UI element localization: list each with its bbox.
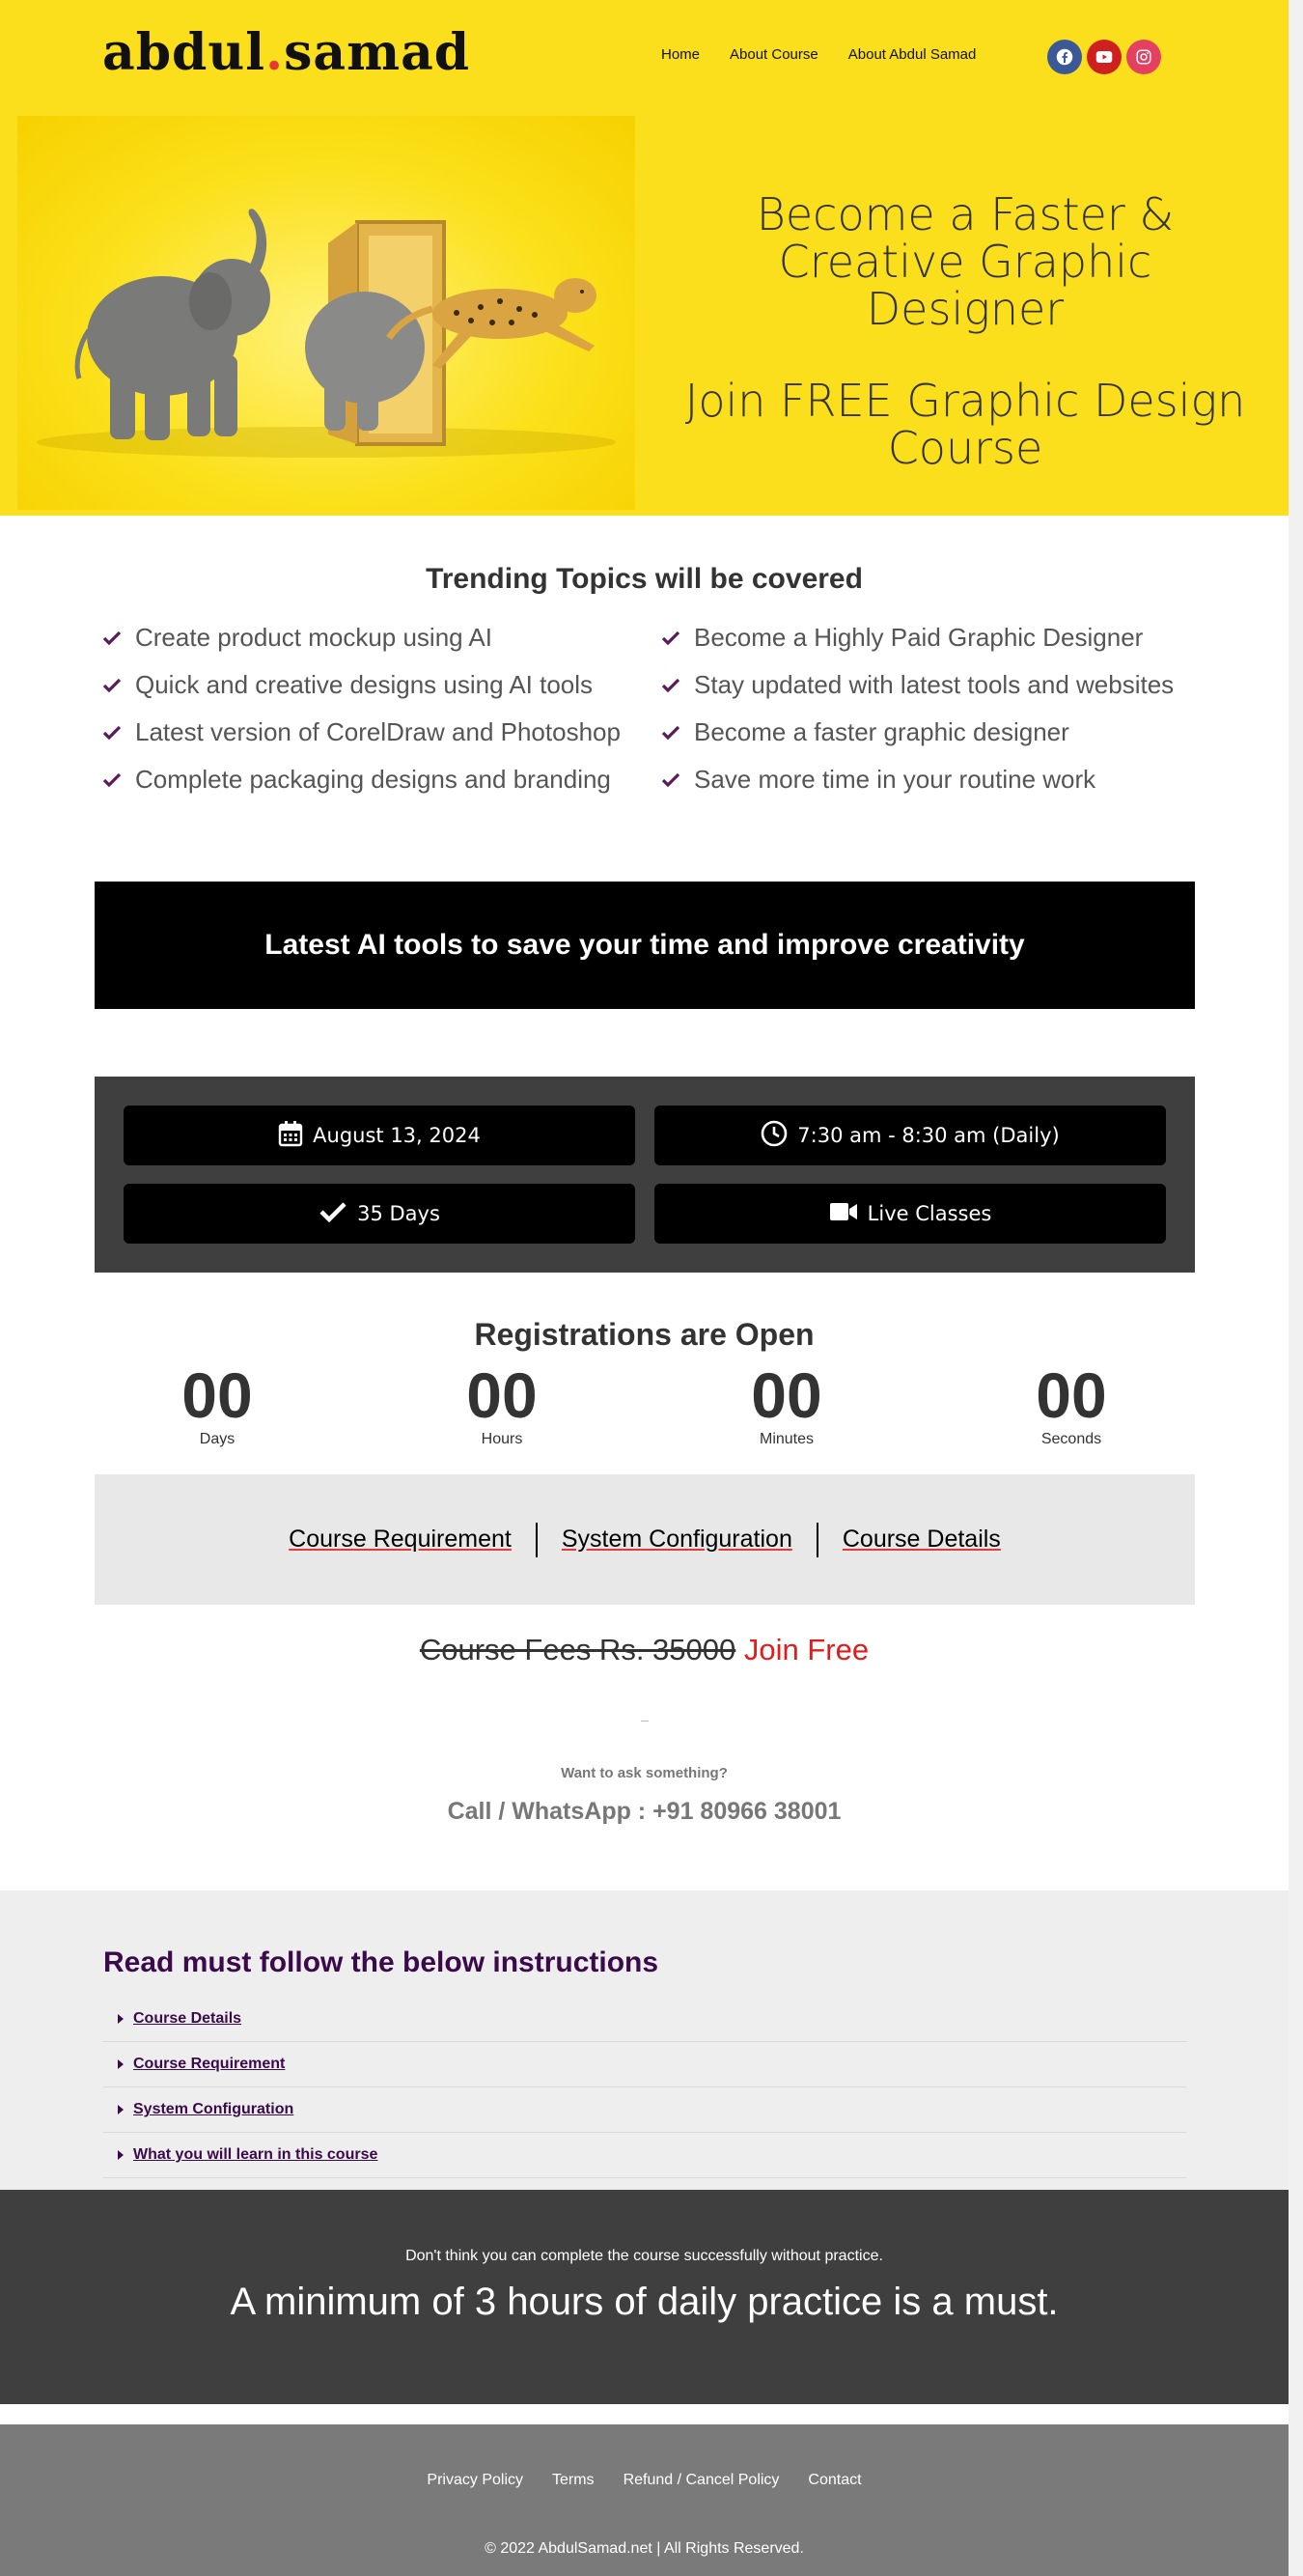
hero-illustration: [17, 116, 635, 510]
logo-dot: .: [264, 23, 285, 82]
duration-box: [124, 1184, 635, 1244]
check-icon: [102, 630, 124, 646]
countdown-value: 00: [181, 1359, 253, 1431]
topic-item: [102, 717, 621, 747]
nav-about-course[interactable]: About Course: [730, 46, 818, 63]
topic-item: [661, 717, 1069, 747]
youtube-icon[interactable]: [1087, 40, 1122, 74]
topic-item: [102, 765, 611, 795]
calendar-icon: [278, 1120, 303, 1152]
practice-note: Don't think you can complete the course successfully without practice.: [405, 2248, 883, 2264]
topic-item: [661, 670, 1174, 700]
nav-about-abdul-samad[interactable]: About Abdul Samad: [847, 46, 977, 63]
course-duration: 35 Days: [357, 1202, 440, 1225]
accordion-title[interactable]: What you will learn in this course: [133, 2146, 378, 2163]
hero-line-1: Become a Faster & Creative Graphic Designer: [756, 188, 1175, 335]
footer-links: [0, 2472, 1289, 2489]
course-links-box: [95, 1474, 1195, 1605]
footer-link-contact[interactable]: Contact: [808, 2472, 862, 2488]
hero-section: [0, 0, 1289, 516]
topic-item: [102, 623, 492, 653]
trending-title: Trending Topics will be covered: [426, 563, 863, 595]
old-fee: Course Fees Rs. 35000: [419, 1633, 736, 1666]
accordion-title[interactable]: System Configuration: [133, 2101, 294, 2117]
accordion-title[interactable]: Course Details: [133, 2010, 242, 2027]
topic-label: Become a faster graphic designer: [694, 717, 1069, 746]
join-free-label: Join Free: [743, 1633, 870, 1666]
countdown-days: [140, 1361, 294, 1448]
countdown-value: 00: [1036, 1359, 1107, 1431]
instagram-icon[interactable]: [1126, 40, 1161, 74]
countdown-label: Seconds: [1040, 1431, 1102, 1447]
caret-right-icon: [118, 2014, 124, 2024]
ask-text: Want to ask something?: [561, 1765, 728, 1781]
facebook-icon[interactable]: [1047, 40, 1082, 74]
accordion-item[interactable]: [103, 2042, 1186, 2087]
countdown-seconds: [994, 1361, 1149, 1448]
ai-tools-banner: Latest AI tools to save your time and improve creativity: [95, 882, 1195, 1009]
practice-headline: A minimum of 3 hours of daily practice is a must.: [230, 2281, 1059, 2323]
countdown-value: 00: [751, 1359, 822, 1431]
accordion-item[interactable]: [103, 2133, 1186, 2178]
practice-section: [0, 2190, 1289, 2404]
course-mode: Live Classes: [867, 1202, 992, 1225]
countdown-hours: [425, 1361, 579, 1448]
countdown-label: Days: [199, 1431, 236, 1447]
hero-headline: [676, 188, 1255, 474]
footer-link-refund[interactable]: Refund / Cancel Policy: [623, 2472, 780, 2488]
logo-first: abdul: [102, 23, 265, 82]
accordion-title[interactable]: Course Requirement: [133, 2056, 286, 2072]
date-box: [124, 1106, 635, 1165]
topic-label: Stay updated with latest tools and websites: [694, 670, 1175, 699]
check-icon: [102, 772, 124, 788]
instructions-section: [0, 1890, 1289, 2190]
footer-link-terms[interactable]: Terms: [552, 2472, 595, 2488]
countdown-label: Minutes: [759, 1431, 815, 1447]
topic-item: [661, 765, 1095, 795]
divider: [641, 1721, 649, 1722]
clock-icon: [761, 1120, 788, 1152]
topic-label: Complete packaging designs and branding: [135, 765, 611, 794]
link-course-requirement[interactable]: Course Requirement: [289, 1526, 512, 1553]
topic-item: [661, 623, 1143, 653]
main-nav: [661, 46, 976, 63]
topic-label: Create product mockup using AI: [135, 623, 492, 652]
course-date: August 13, 2024: [313, 1124, 481, 1147]
accordion-item[interactable]: [103, 2087, 1186, 2133]
scrollbar[interactable]: [1289, 0, 1303, 2576]
logo-second: samad: [284, 23, 471, 82]
check-icon: [661, 630, 682, 646]
countdown-label: Hours: [481, 1431, 523, 1447]
course-fees: [0, 1633, 1289, 1667]
video-camera-icon: [829, 1201, 858, 1227]
accordion-item[interactable]: [103, 1997, 1186, 2042]
instructions-title: Read must follow the below instructions: [103, 1946, 659, 1978]
footer: [0, 2424, 1289, 2576]
link-system-configuration[interactable]: System Configuration: [561, 1526, 792, 1553]
hero-line-2: Join FREE Graphic Design Course: [684, 375, 1246, 474]
countdown-value: 00: [466, 1359, 538, 1431]
nav-home[interactable]: Home: [661, 46, 701, 63]
copyright: © 2022 AbdulSamad.net | All Rights Reserved.: [485, 2540, 804, 2557]
mode-box: [654, 1184, 1166, 1244]
caret-right-icon: [118, 2150, 124, 2160]
footer-link-privacy[interactable]: Privacy Policy: [427, 2472, 523, 2488]
check-icon: [102, 725, 124, 741]
site-logo[interactable]: [102, 23, 470, 82]
countdown-minutes: [709, 1361, 864, 1448]
caret-right-icon: [118, 2059, 124, 2069]
check-icon: [102, 678, 124, 693]
topic-label: Become a Highly Paid Graphic Designer: [694, 623, 1144, 652]
topic-item: [102, 670, 593, 700]
topic-label: Save more time in your routine work: [694, 765, 1096, 794]
check-icon: [661, 725, 682, 741]
course-info-box: [95, 1077, 1195, 1273]
topic-label: Latest version of CorelDraw and Photoshop: [135, 717, 621, 746]
time-box: [654, 1106, 1166, 1165]
call-whatsapp[interactable]: Call / WhatsApp : +91 80966 38001: [447, 1798, 842, 1825]
check-icon: [661, 772, 682, 788]
topic-label: Quick and creative designs using AI tools: [135, 670, 594, 699]
registration-title: Registrations are Open: [474, 1317, 815, 1352]
link-course-details[interactable]: Course Details: [842, 1526, 1001, 1553]
check-icon: [661, 678, 682, 693]
social-links: [1047, 40, 1161, 74]
course-time: 7:30 am - 8:30 am (Daily): [797, 1124, 1060, 1147]
caret-right-icon: [118, 2105, 124, 2114]
check-icon: [319, 1200, 347, 1228]
